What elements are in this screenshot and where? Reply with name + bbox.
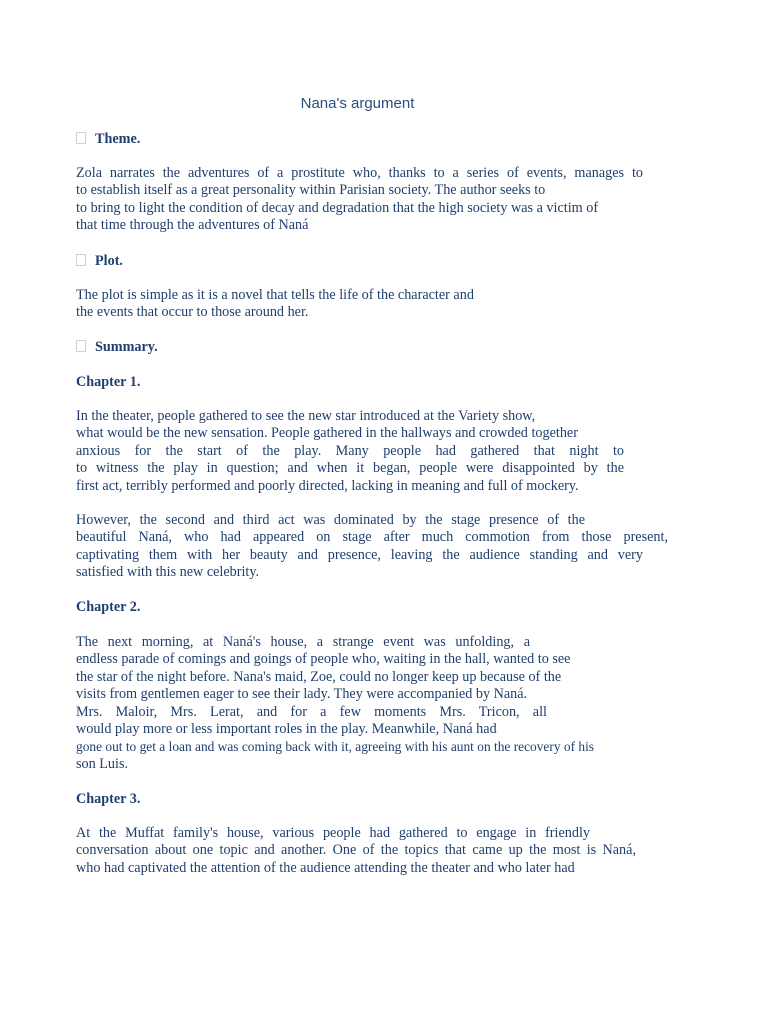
- text-line: visits from gentlemen eager to see their lady. They were accompanied by Naná.: [76, 686, 528, 703]
- text-line: what would be the new sensation. People gathered in the hallways and crowded together: [76, 425, 578, 442]
- text-line: to bring to light the condition of decay and degradation that the high society was a victim of: [76, 199, 599, 216]
- summary-heading: [76, 339, 158, 356]
- plot-heading-label: Plot.: [95, 253, 123, 269]
- chapter-3-heading: Chapter 3.: [76, 791, 141, 807]
- chapter-1-heading: Chapter 1.: [76, 374, 141, 390]
- text-line: to witness the play in question; and when it began, people were disappointed by the: [76, 460, 624, 477]
- text-line: anxious for the start of the play. Many people had gathered that night to: [76, 442, 624, 459]
- text-line: satisfied with this new celebrity.: [76, 564, 260, 581]
- bullet-box-icon: [76, 132, 86, 144]
- text-line: the star of the night before. Nana's maid, Zoe, could no longer keep up because of the: [76, 668, 562, 685]
- chapter-2-paragraph: [76, 634, 621, 773]
- text-line: son Luis.: [76, 755, 129, 772]
- text-line: In the theater, people gathered to see the new star introduced at the Variety show,: [76, 408, 536, 424]
- plot-paragraph: [76, 287, 676, 322]
- text-line: However, the second and third act was dominated by the stage presence of the: [76, 512, 585, 528]
- text-line: Zola narrates the adventures of a prostitute who, thanks to a series of events, manages to: [76, 165, 643, 181]
- text-line: that time through the adventures of Naná: [76, 217, 309, 234]
- bullet-box-icon: [76, 340, 86, 352]
- text-line: beautiful Naná, who had appeared on stage after much commotion from those present,: [76, 529, 668, 546]
- page-title: Nana's argument: [300, 95, 415, 112]
- text-line: would play more or less important roles in the play. Meanwhile, Naná had: [76, 720, 497, 737]
- text-line: The plot is simple as it is a novel that tells the life of the character and: [76, 287, 474, 303]
- text-line: Mrs. Maloir, Mrs. Lerat, and for a few moments Mrs. Tricon, all: [76, 703, 547, 720]
- chapter-3-paragraph: [76, 825, 636, 877]
- chapter-1-paragraph-2: [76, 512, 668, 582]
- text-line: captivating them with her beauty and presence, leaving the audience standing and very: [76, 546, 643, 563]
- theme-heading-label: Theme.: [95, 131, 141, 147]
- text-line: gone out to get a loan and was coming back with it, agreeing with his aunt on the recovery of his: [76, 739, 595, 755]
- summary-heading-label: Summary.: [95, 339, 158, 355]
- plot-heading: [76, 253, 123, 270]
- text-line: At the Muffat family's house, various people had gathered to engage in friendly: [76, 825, 590, 841]
- theme-heading: [76, 131, 140, 148]
- text-line: first act, terribly performed and poorly directed, lacking in meaning and full of mockery.: [76, 477, 579, 494]
- text-line: to establish itself as a great personality within Parisian society. The author seeks to: [76, 182, 546, 199]
- text-line: The next morning, at Naná's house, a strange event was unfolding, a: [76, 634, 530, 650]
- text-line: conversation about one topic and another. One of the topics that came up the most is Naná,: [76, 842, 636, 859]
- chapter-1-paragraph-1: [76, 408, 624, 495]
- chapter-2-heading: Chapter 2.: [76, 599, 141, 615]
- text-line: the events that occur to those around her.: [76, 304, 309, 321]
- bullet-box-icon: [76, 254, 86, 266]
- text-line: endless parade of comings and goings of people who, waiting in the hall, wanted to see: [76, 651, 571, 668]
- theme-paragraph: [76, 165, 643, 235]
- text-line: who had captivated the attention of the audience attending the theater and who later had: [76, 859, 575, 876]
